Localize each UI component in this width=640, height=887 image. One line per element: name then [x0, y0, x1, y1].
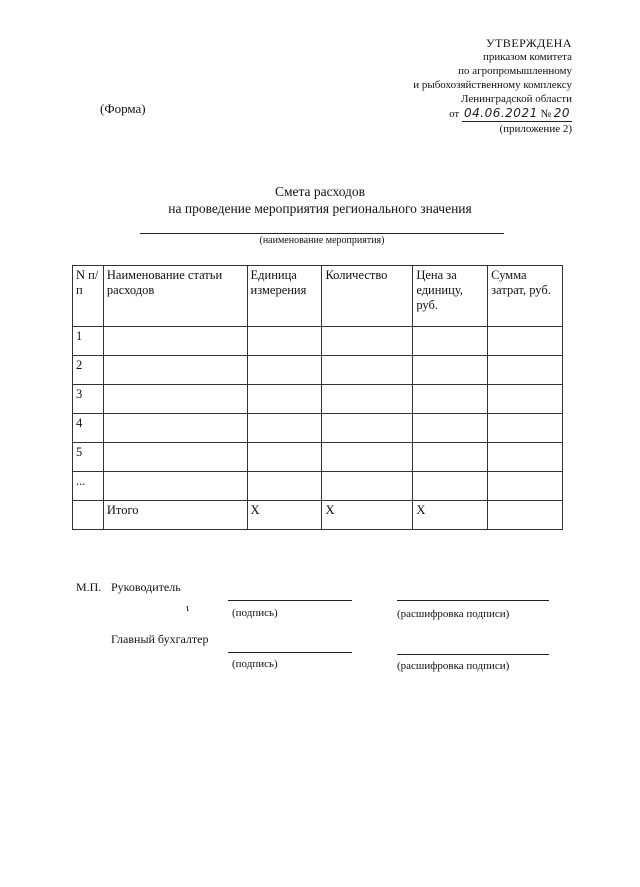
column-header-number: N п/п — [73, 266, 104, 327]
table-cell — [322, 385, 413, 414]
event-name-line — [140, 233, 504, 234]
table-row — [73, 472, 563, 501]
stamp-place-label: М.П. — [76, 580, 102, 594]
table-row — [73, 414, 563, 443]
table-cell: 3 — [73, 385, 104, 414]
form-label: (Форма) — [100, 101, 146, 116]
table-cell: X — [247, 501, 322, 530]
table-cell — [103, 356, 247, 385]
table-cell — [247, 356, 322, 385]
accountant-signature-line — [228, 652, 352, 653]
table-cell — [73, 501, 104, 530]
table-cell — [322, 414, 413, 443]
approval-line: приказом комитета — [482, 51, 572, 63]
table-cell — [488, 356, 563, 385]
head-decoding-line — [397, 600, 549, 601]
table-cell — [103, 327, 247, 356]
table-cell — [322, 327, 413, 356]
approval-block — [413, 36, 572, 136]
table-cell: 5 — [73, 443, 104, 472]
accountant-label: Главный бухгалтер — [111, 632, 209, 646]
column-header-unit: Единица измерения — [247, 266, 322, 327]
table-cell — [413, 443, 488, 472]
column-header-quantity: Количество — [322, 266, 413, 327]
table-row — [73, 385, 563, 414]
table-row — [73, 356, 563, 385]
handwritten-date: 04.06.2021 — [464, 106, 538, 120]
date-prefix: от — [449, 108, 460, 120]
table-row — [73, 327, 563, 356]
column-header-item-name: Наименование статьи расходов — [103, 266, 247, 327]
table-cell: Итого — [103, 501, 247, 530]
table-cell — [247, 385, 322, 414]
table-cell — [488, 414, 563, 443]
table-cell: X — [413, 501, 488, 530]
approval-line: и рыбохозяйственному комплексу — [413, 79, 572, 91]
table-cell — [488, 385, 563, 414]
table-cell — [103, 414, 247, 443]
accountant-decoding-caption: (расшифровка подписи) — [397, 660, 510, 672]
event-name-caption: (наименование мероприятия) — [259, 235, 385, 246]
column-header-total: Сумма затрат, руб. — [488, 266, 563, 327]
table-cell — [103, 443, 247, 472]
table-cell: 1 — [73, 327, 104, 356]
table-row — [73, 443, 563, 472]
head-label: Руководитель — [111, 580, 181, 594]
table-cell — [488, 443, 563, 472]
handwritten-number: 20 — [553, 106, 570, 120]
table-cell — [488, 472, 563, 501]
approval-date-line — [413, 106, 572, 122]
table-cell: 2 — [73, 356, 104, 385]
table-cell — [247, 443, 322, 472]
document-title — [0, 183, 640, 217]
approval-heading: УТВЕРЖДЕНА — [485, 36, 572, 50]
appendix-label: (приложение 2) — [499, 123, 572, 135]
table-cell: X — [322, 501, 413, 530]
head-signature-line — [228, 600, 352, 601]
table-cell — [322, 356, 413, 385]
table-cell — [322, 472, 413, 501]
date-field — [462, 106, 572, 122]
table-cell — [322, 443, 413, 472]
table-cell: 4 — [73, 414, 104, 443]
head-decoding-caption: (расшифровка подписи) — [397, 608, 510, 620]
table-total-row — [73, 501, 563, 530]
table-cell — [413, 385, 488, 414]
table-cell — [103, 472, 247, 501]
table-cell — [103, 385, 247, 414]
accountant-signature-caption: (подпись) — [232, 658, 278, 670]
table-cell — [488, 501, 563, 530]
table-cell — [413, 472, 488, 501]
approval-line: Ленинградской области — [461, 93, 572, 105]
approval-line: по агропромышленному — [458, 65, 572, 77]
table-cell — [413, 327, 488, 356]
table-cell — [413, 414, 488, 443]
number-prefix: № — [540, 108, 551, 120]
head-signature-caption: (подпись) — [232, 607, 278, 619]
title-line-2: на проведение мероприятия регионального значения — [168, 201, 472, 216]
tick-mark: ɩ — [186, 602, 189, 614]
table-cell — [247, 414, 322, 443]
accountant-decoding-line — [397, 654, 549, 655]
table-cell — [488, 327, 563, 356]
table-cell: ... — [73, 472, 104, 501]
title-line-1: Смета расходов — [274, 184, 366, 199]
table-cell — [413, 356, 488, 385]
table-cell — [247, 472, 322, 501]
column-header-unit-price: Цена за единицу, руб. — [413, 266, 488, 327]
table-header-row — [73, 266, 563, 327]
table-cell — [247, 327, 322, 356]
expense-table — [72, 265, 563, 530]
